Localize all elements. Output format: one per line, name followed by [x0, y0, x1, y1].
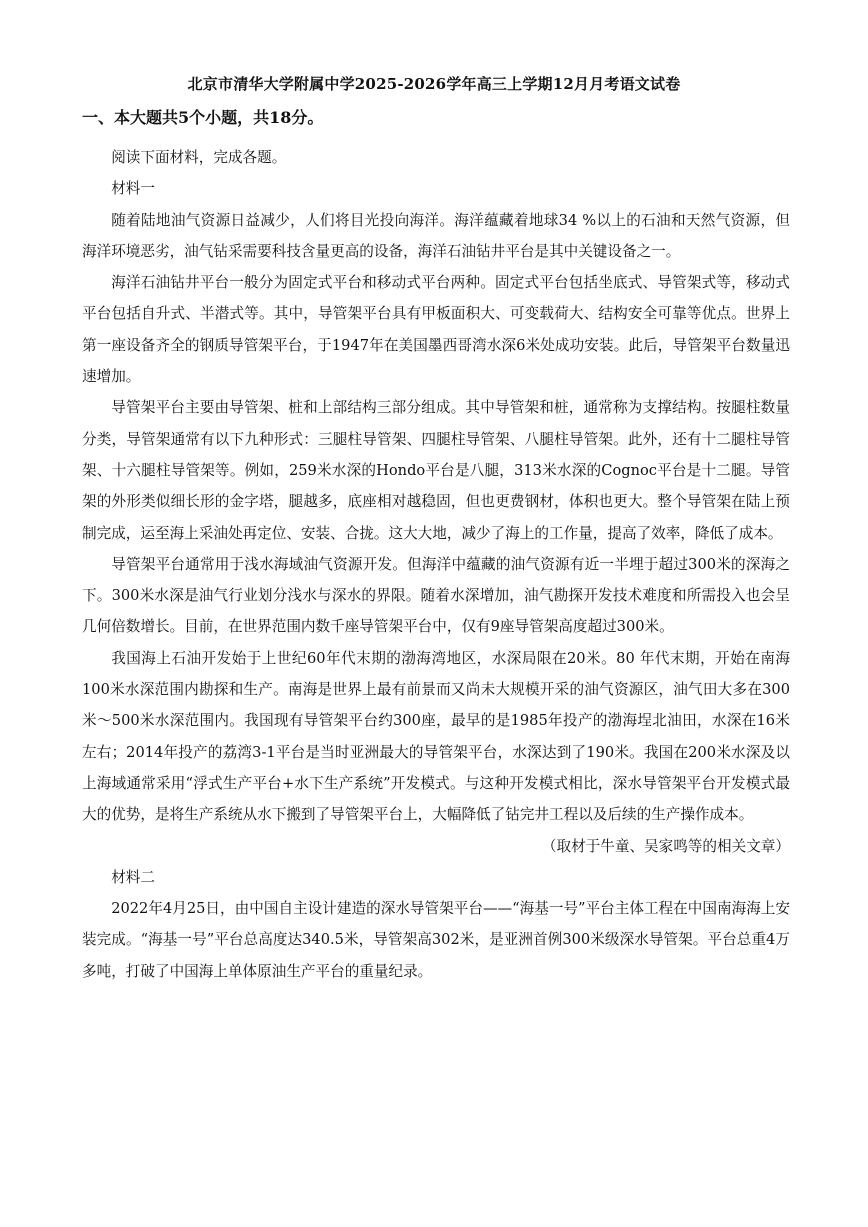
material-two-label: 材料二 — [111, 868, 155, 886]
material-one-label: 材料一 — [111, 180, 155, 198]
body-paragraph: 导管架平台主要由导管架、桩和上部结构三部分组成。其中导管架和桩，通常称为支撑结构。按腿柱数量分类，导管架通常有以下九种形式：三腿柱导管架、四腿柱导管架、八腿柱导管架。此外，还有十二腿柱导管架、十六腿柱导管架等。例如，259米水深的Hondo平台是八腿，313米水深的Cognoc平台是十二腿。导管架的外形类似细长形的金字塔，腿越多，底座相对越稳固，但也更费钢材，体积也更大。整个导管架在陆上预制完成，运至海上采油处再定位、安装、合拢。这大大地，减少了海上的工作量，提高了效率，降低了成本。 — [82, 399, 790, 542]
body-paragraph: 随着陆地油气资源日益减少，人们将目光投向海洋。海洋蕴藏着地球34 %以上的石油和天然气资源，但海洋环境恶劣，油气钻采需要科技含量更高的设备，海洋石油钻井平台是其中关键设备之一。 — [82, 211, 790, 260]
instruction-paragraph: 阅读下面材料，完成各题。 — [111, 149, 287, 166]
body-paragraph: 我国海上石油开发始于上世纪60年代末期的渤海湾地区，水深局限在20米。80 年代末期，开始在南海100米水深范围内勘探和生产。南海是世界上最有前景而又尚未大规模开采的油气资源区，油气田大多在300 米～500米水深范围内。我国现有导管架平台约300座，最早的是1985年投产的渤海埕北油田，水深在16米左右；2014年投产的荔湾3-1平台是当时亚洲最大的导管架平台，水深达到了190米。我国在200米水深及以上海域通常采用“浮式生产平台+水下生产系统”开发模式。与这种开发模式相比，深水导管架平台开发模式最大的优势，是将生产系统从水下搬到了导管架平台上，大幅降低了钻完井工程以及后续的生产操作成本。 — [82, 649, 790, 824]
section-heading: 一、本大题共5个小题，共18分。 — [82, 108, 324, 127]
source-citation: （取材于牛童、吴家鸣等的相关文章） — [541, 837, 790, 855]
body-paragraph: 海洋石油钻井平台一般分为固定式平台和移动式平台两种。固定式平台包括坐底式、导管架式等，移动式平台包括自升式、半潜式等。其中，导管架平台具有甲板面积大、可变载荷大、结构安全可靠等优点。世界上第一座设备齐全的钢质导管架平台，于1947年在美国墨西哥湾水深6米处成功安装。此后，导管架平台数量迅速增加。 — [82, 274, 790, 386]
document-title: 北京市清华大学附属中学2025-2026学年高三上学期12月月考语文试卷 — [187, 75, 681, 93]
document-body — [82, 142, 790, 987]
body-paragraph: 导管架平台通常用于浅水海域油气资源开发。但海洋中蕴藏的油气资源有近一半埋于超过300米的深海之下。300米水深是油气行业划分浅水与深水的界限。随着水深增加，油气勘探开发技术难度和所需投入也会呈几何倍数增长。目前，在世界范围内数千座导管架平台中，仅有9座导管架高度超过300米。 — [82, 555, 790, 636]
body-paragraph: 2022年4月25日，由中国自主设计建造的深水导管架平台——“海基一号”平台主体工程在中国南海海上安装完成。“海基一号”平台总高度达340.5米，导管架高302米，是亚洲首例300米级深水导管架。平台总重4万多吨，打破了中国海上单体原油生产平台的重量纪录。 — [82, 900, 790, 980]
